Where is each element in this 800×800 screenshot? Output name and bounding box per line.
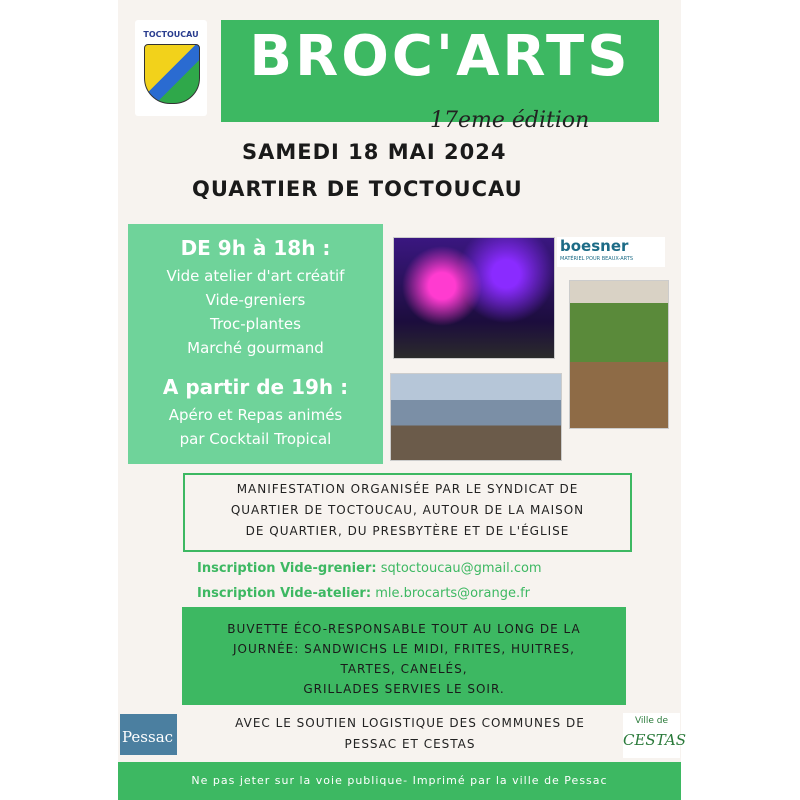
toctoucau-logo: [135, 20, 207, 116]
organisation-line: QUARTIER DE TOCTOUCAU, AUTOUR DE LA MAISON: [230, 503, 585, 517]
inscription-vide-grenier: [197, 561, 542, 576]
cestas-logo-name: CESTAS: [623, 731, 686, 749]
boesner-tagline: MATÉRIEL POUR BEAUX-ARTS: [560, 256, 634, 262]
inscription-label: Inscription Vide-atelier:: [197, 586, 372, 601]
soutien-line: PESSAC ET CESTAS: [344, 737, 476, 751]
logo-text: TOCTOUCAU: [143, 30, 199, 39]
buvette-line: BUVETTE ÉCO-RESPONSABLE TOUT AU LONG DE LA: [227, 622, 581, 636]
buvette-box: [182, 607, 626, 705]
daytime-heading: DE 9h à 18h :: [180, 236, 331, 260]
boesner-name: boesner: [560, 237, 629, 255]
daytime-item: Vide-greniers: [205, 291, 306, 309]
inscription-email[interactable]: mle.brocarts@orange.fr: [375, 586, 530, 601]
concert-photo: [393, 237, 555, 359]
boesner-logo: [557, 237, 665, 267]
daytime-item: Marché gourmand: [187, 339, 324, 357]
buvette-line: TARTES, CANELÉS,: [340, 662, 468, 676]
evening-heading: A partir de 19h :: [162, 375, 349, 399]
plants-photo: [569, 280, 669, 429]
evening-item: Apéro et Repas animés: [168, 406, 343, 424]
footer-text: Ne pas jeter sur la voie publique- Imprimé par la ville de Pessac: [191, 774, 608, 787]
event-date: SAMEDI 18 MAI 2024: [242, 140, 507, 164]
daytime-item: Vide atelier d'art créatif: [166, 267, 345, 285]
event-place: QUARTIER DE TOCTOUCAU: [192, 177, 523, 201]
shield-icon: [144, 44, 200, 104]
edition-label: 17eme édition: [430, 108, 590, 133]
inscription-vide-atelier: [197, 586, 530, 601]
organisation-box: [183, 473, 632, 552]
daytime-item: Troc-plantes: [210, 315, 301, 333]
pessac-logo: [120, 714, 177, 755]
flea-market-photo: [390, 373, 562, 461]
soutien-line: AVEC LE SOUTIEN LOGISTIQUE DES COMMUNES DE: [235, 716, 585, 730]
event-title: BROC'ARTS: [249, 24, 631, 89]
schedule-box: [128, 224, 383, 464]
buvette-line: GRILLADES SERVIES LE SOIR.: [303, 682, 505, 696]
footer-band: [118, 762, 681, 800]
cestas-logo: [623, 713, 686, 758]
title-band: [221, 20, 659, 122]
pessac-logo-text: Pessac: [122, 728, 174, 746]
cestas-logo-top: Ville de: [634, 716, 669, 726]
organisation-line: MANIFESTATION ORGANISÉE PAR LE SYNDICAT DE: [236, 482, 579, 496]
inscription-email[interactable]: sqtoctoucau@gmail.com: [380, 561, 542, 576]
organisation-line: DE QUARTIER, DU PRESBYTÈRE ET DE L'ÉGLISE: [245, 524, 570, 538]
inscription-label: Inscription Vide-grenier:: [197, 561, 377, 576]
evening-item: par Cocktail Tropical: [179, 430, 332, 448]
buvette-line: JOURNÉE: SANDWICHS LE MIDI, FRITES, HUITRES,: [233, 642, 575, 656]
